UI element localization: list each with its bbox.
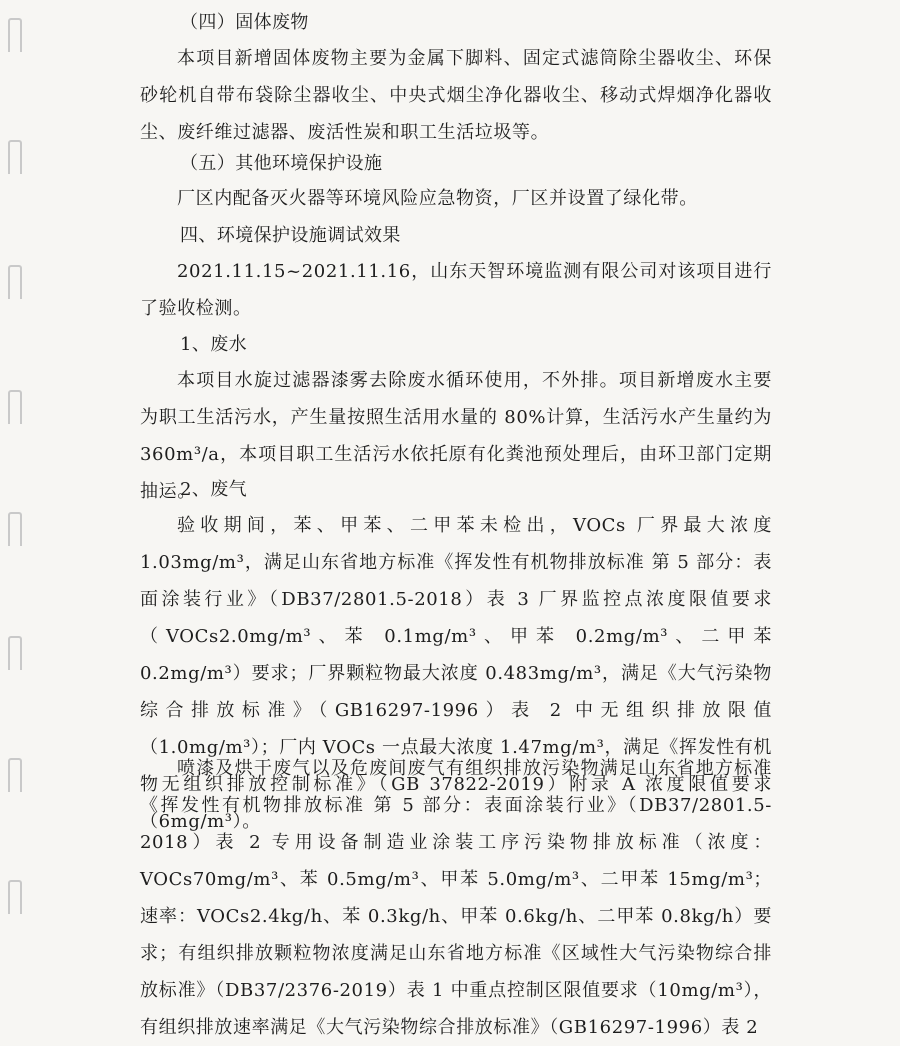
paragraph-solid-waste: 本项目新增固体废物主要为金属下脚料、固定式滤筒除尘器收尘、环保砂轮机自带布袋除尘器收尘、中央式烟尘净化器收尘、移动式焊烟净化器收尘、废纤维过滤器、废活性炭和职工生活垃圾等。	[140, 48, 772, 143]
heading-other-facilities: （五）其他环境保护设施	[180, 153, 383, 174]
binding-hole	[8, 140, 22, 174]
paragraph-waste-gas-2: 喷漆及烘干废气以及危废间废气有组织排放污染物满足山东省地方标准《挥发性有机物排放标准 第 5 部分：表面涂装行业》（DB37/2801.5-2018）表 2 专用设备制造业涂装工序污染物排放标准（浓度：VOCs70mg/m³、苯 0.5mg/m³、甲苯 5.0mg/m³、二甲苯 15mg/m³；速率：VOCs2.4kg/h、苯 0.3kg/h、甲苯 0.6kg/h、二甲苯 0.8kg/h）要求；有组织排放颗粒物浓度满足山东省地方标准《区域性大气污染物综合排放标准》（DB37/2376-2019）表 1 中重点控制区限值要求（10mg/m³），有组织排放速率满足《大气污染物综合排放标准》（GB16297-1996）表 2	[140, 758, 772, 1038]
binding-hole	[8, 512, 22, 546]
binding-hole	[8, 636, 22, 670]
binding-hole	[8, 880, 22, 914]
paragraph-other-facilities: 厂区内配备灭火器等环境风险应急物资，厂区并设置了绿化带。	[177, 188, 698, 209]
binding-hole	[8, 265, 22, 299]
binding-hole	[8, 390, 22, 424]
heading-section-4: 四、环境保护设施调试效果	[180, 225, 401, 246]
paragraph-wastewater: 本项目水旋过滤器漆雾去除废水循环使用，不外排。项目新增废水主要为职工生活污水，产生量按照生活用水量的 80%计算，生活污水产生量约为 360m³/a，本项目职工生活污水依托原有化粪池预处理后，由环卫部门定期抽运。	[140, 370, 772, 502]
heading-solid-waste: （四）固体废物	[180, 12, 309, 33]
binding-hole	[8, 18, 22, 52]
heading-waste-gas: 2、废气	[180, 479, 248, 500]
paragraph-waste-gas-1: 验收期间，苯、甲苯、二甲苯未检出，VOCs 厂界最大浓度 1.03mg/m³，满足山东省地方标准《挥发性有机物排放标准 第 5 部分：表面涂装行业》（DB37/2801.5-2018）表 3 厂界监控点浓度限值要求（VOCs2.0mg/m³、苯 0.1mg/m³、甲苯 0.2mg/m³、二甲苯 0.2mg/m³）要求；厂界颗粒物最大浓度 0.483mg/m³，满足《大气污染物综合排放标准》（GB16297-1996）表 2 中无组织排放限值（1.0mg/m³）；厂内 VOCs 一点最大浓度 1.47mg/m³，满足《挥发性有机物无组织排放控制标准》（GB 37822-2019）附录 A 浓度限值要求（6mg/m³）。	[140, 515, 772, 832]
heading-wastewater: 1、废水	[180, 334, 248, 355]
paragraph-monitoring: 2021.11.15~2021.11.16，山东天智环境监测有限公司对该项目进行了验收检测。	[140, 261, 772, 319]
binding-hole	[8, 758, 22, 792]
binding-holes	[8, 0, 30, 1022]
